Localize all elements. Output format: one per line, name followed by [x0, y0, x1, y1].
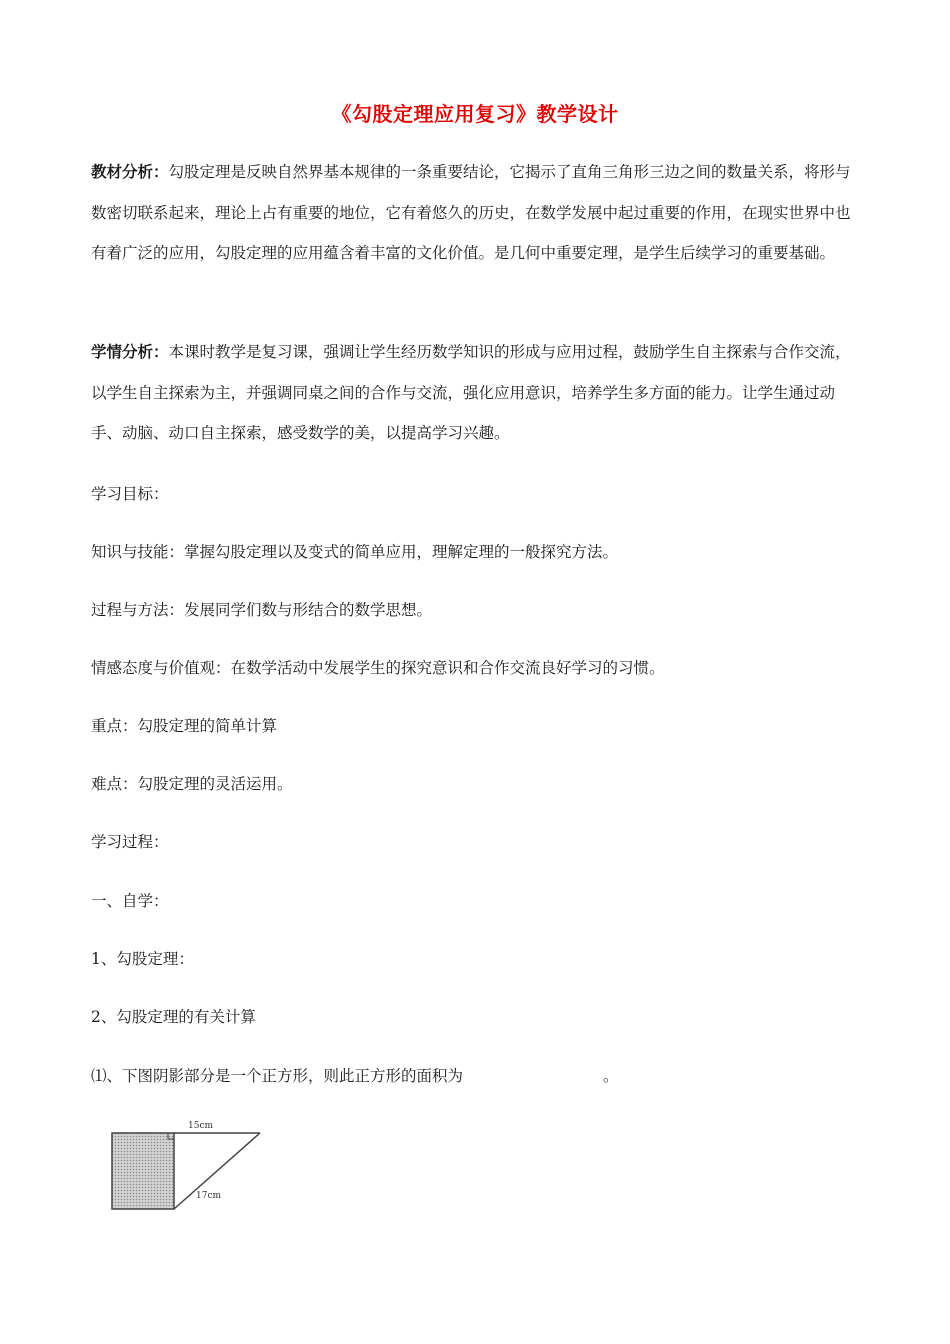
question-one-end: 。	[603, 1067, 619, 1085]
geometry-figure	[108, 1114, 268, 1214]
document-title: 《勾股定理应用复习》教学设计	[331, 102, 619, 126]
student-analysis-label: 学情分析：	[91, 343, 169, 361]
material-analysis-text: 勾股定理是反映自然界基本规律的一条重要结论，它揭示了直角三角形三边之间的数量关系，将形与数密切联系起来，理论上占有重要的地位，它有着悠久的历史，在数学发展中起过重要的作用，在现实世界中也有着广泛的应用，勾股定理的应用蕴含着丰富的文化价值。是几何中重要定理，是学生后续学习的重要基础。	[91, 163, 851, 262]
question-one-line	[91, 1065, 619, 1087]
top-length-label: 15cm	[188, 1121, 214, 1131]
difficulty-line: 难点：勾股定理的灵活运用。	[91, 775, 293, 793]
process-method-line: 过程与方法：发展同学们数与形结合的数学思想。	[91, 601, 433, 619]
material-analysis-paragraph	[91, 152, 861, 274]
square-triangle-diagram	[108, 1114, 268, 1214]
item-one-line: 1、勾股定理：	[91, 950, 194, 968]
hypotenuse-length-label: 17cm	[196, 1191, 222, 1201]
section-one-heading: 一、自学：	[91, 892, 169, 910]
emotion-values-line: 情感态度与价值观：在数学活动中发展学生的探究意识和合作交流良好学习的习惯。	[91, 659, 665, 677]
question-one-text: ⑴、下图阴影部分是一个正方形，则此正方形的面积为	[91, 1067, 464, 1085]
key-point-line: 重点：勾股定理的简单计算	[91, 717, 278, 735]
material-analysis-label: 教材分析：	[91, 163, 169, 181]
item-two-line: 2、勾股定理的有关计算	[91, 1008, 256, 1026]
shaded-square	[112, 1133, 174, 1209]
student-analysis-paragraph	[91, 332, 861, 454]
knowledge-skills-line: 知识与技能：掌握勾股定理以及变式的简单应用，理解定理的一般探究方法。	[91, 543, 619, 561]
student-analysis-text: 本课时教学是复习课，强调让学生经历数学知识的形成与应用过程，鼓励学生自主探索与合作交流，以学生自主探索为主，并强调同桌之间的合作与交流，强化应用意识，培养学生多方面的能力。让学生通过动手、动脑、动口自主探索，感受数学的美，以提高学习兴趣。	[91, 343, 851, 442]
learning-objectives-heading: 学习目标：	[91, 485, 169, 503]
learning-process-heading: 学习过程：	[91, 833, 169, 851]
